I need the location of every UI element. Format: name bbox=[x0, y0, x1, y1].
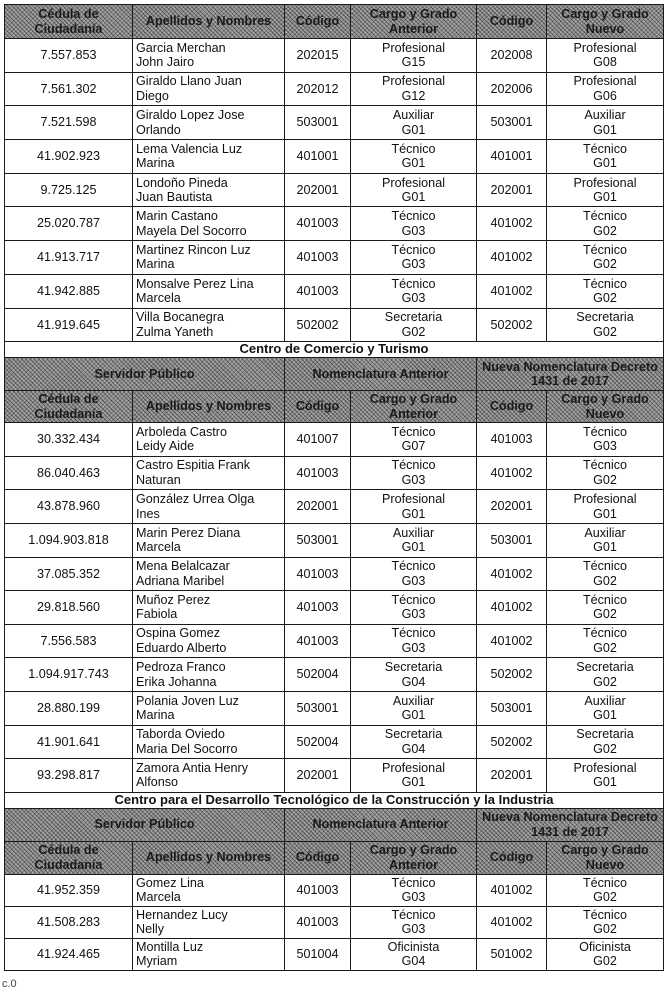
codigo-anterior-cell: 502002 bbox=[285, 308, 351, 342]
cargo-anterior-cell: Secretaria G02 bbox=[351, 308, 477, 342]
codigo-nuevo-cell: 401002 bbox=[477, 874, 547, 906]
cargo-anterior-cell: Auxiliar G01 bbox=[351, 106, 477, 140]
cedula-cell: 41.508.283 bbox=[5, 906, 133, 938]
cargo-anterior-cell: Técnico G03 bbox=[351, 456, 477, 490]
column-header-row bbox=[5, 5, 664, 39]
cargo-anterior-cell: Técnico G07 bbox=[351, 423, 477, 457]
col-header-codigo-nuevo: Código bbox=[477, 391, 547, 423]
group-header-servidor: Servidor Público bbox=[5, 358, 285, 391]
cargo-anterior-cell: Técnico G03 bbox=[351, 274, 477, 308]
group-header-anterior: Nomenclatura Anterior bbox=[285, 358, 477, 391]
codigo-anterior-cell: 401001 bbox=[285, 140, 351, 174]
cargo-anterior-cell: Técnico G03 bbox=[351, 591, 477, 625]
codigo-anterior-cell: 503001 bbox=[285, 523, 351, 557]
cargo-nuevo-cell: Profesional G08 bbox=[547, 39, 664, 73]
nombre-cell: Gomez Lina Marcela bbox=[133, 874, 285, 906]
group-header-servidor: Servidor Público bbox=[5, 808, 285, 841]
col-header-nombres: Apellidos y Nombres bbox=[133, 5, 285, 39]
col-header-codigo-anterior: Código bbox=[285, 841, 351, 874]
cargo-nuevo-cell: Técnico G02 bbox=[547, 241, 664, 275]
codigo-nuevo-cell: 502002 bbox=[477, 308, 547, 342]
cargo-nuevo-cell: Profesional G01 bbox=[547, 490, 664, 524]
codigo-nuevo-cell: 401001 bbox=[477, 140, 547, 174]
col-header-cedula: Cédula de Ciudadanía bbox=[5, 841, 133, 874]
scan-mark: c.0 bbox=[2, 978, 17, 990]
codigo-anterior-cell: 401003 bbox=[285, 274, 351, 308]
cargo-anterior-cell: Profesional G01 bbox=[351, 173, 477, 207]
nombre-cell: Taborda Oviedo Maria Del Socorro bbox=[133, 725, 285, 759]
column-header-row bbox=[5, 841, 664, 874]
cargo-anterior-cell: Auxiliar G01 bbox=[351, 523, 477, 557]
col-header-cedula: Cédula de Ciudadanía bbox=[5, 5, 133, 39]
col-header-codigo-anterior: Código bbox=[285, 5, 351, 39]
codigo-anterior-cell: 401003 bbox=[285, 456, 351, 490]
cargo-nuevo-cell: Auxiliar G01 bbox=[547, 691, 664, 725]
codigo-nuevo-cell: 202001 bbox=[477, 759, 547, 793]
personnel-table bbox=[4, 4, 664, 971]
codigo-anterior-cell: 401003 bbox=[285, 906, 351, 938]
group-header-row bbox=[5, 358, 664, 391]
cargo-nuevo-cell: Técnico G02 bbox=[547, 906, 664, 938]
section-title: Centro de Comercio y Turismo bbox=[5, 342, 664, 358]
section-title-row bbox=[5, 792, 664, 808]
cedula-cell: 29.818.560 bbox=[5, 591, 133, 625]
nombre-cell: Villa Bocanegra Zulma Yaneth bbox=[133, 308, 285, 342]
codigo-anterior-cell: 501004 bbox=[285, 938, 351, 970]
cargo-nuevo-cell: Secretaria G02 bbox=[547, 725, 664, 759]
codigo-anterior-cell: 401007 bbox=[285, 423, 351, 457]
col-header-codigo-anterior: Código bbox=[285, 391, 351, 423]
cedula-cell: 93.298.817 bbox=[5, 759, 133, 793]
cargo-nuevo-cell: Técnico G02 bbox=[547, 591, 664, 625]
cargo-nuevo-cell: Técnico G01 bbox=[547, 140, 664, 174]
nombre-cell: Mena Belalcazar Adriana Maribel bbox=[133, 557, 285, 591]
table-row bbox=[5, 39, 664, 73]
codigo-nuevo-cell: 202006 bbox=[477, 72, 547, 106]
cedula-cell: 41.901.641 bbox=[5, 725, 133, 759]
cargo-nuevo-cell: Técnico G02 bbox=[547, 274, 664, 308]
codigo-nuevo-cell: 401002 bbox=[477, 557, 547, 591]
cargo-anterior-cell: Profesional G01 bbox=[351, 490, 477, 524]
cedula-cell: 1.094.903.818 bbox=[5, 523, 133, 557]
cedula-cell: 7.561.302 bbox=[5, 72, 133, 106]
cargo-anterior-cell: Auxiliar G01 bbox=[351, 691, 477, 725]
cargo-nuevo-cell: Técnico G02 bbox=[547, 624, 664, 658]
cargo-nuevo-cell: Profesional G01 bbox=[547, 759, 664, 793]
table-row bbox=[5, 72, 664, 106]
table-row bbox=[5, 523, 664, 557]
codigo-anterior-cell: 502004 bbox=[285, 658, 351, 692]
col-header-cargo-nuevo: Cargo y Grado Nuevo bbox=[547, 5, 664, 39]
codigo-nuevo-cell: 202001 bbox=[477, 173, 547, 207]
col-header-cargo-nuevo: Cargo y Grado Nuevo bbox=[547, 841, 664, 874]
codigo-nuevo-cell: 401002 bbox=[477, 906, 547, 938]
cargo-anterior-cell: Técnico G03 bbox=[351, 874, 477, 906]
codigo-nuevo-cell: 502002 bbox=[477, 725, 547, 759]
nombre-cell: Marin Castano Mayela Del Socorro bbox=[133, 207, 285, 241]
table-row bbox=[5, 557, 664, 591]
column-header-row bbox=[5, 391, 664, 423]
codigo-anterior-cell: 502004 bbox=[285, 725, 351, 759]
nombre-cell: Zamora Antia Henry Alfonso bbox=[133, 759, 285, 793]
codigo-anterior-cell: 202001 bbox=[285, 173, 351, 207]
cedula-cell: 86.040.463 bbox=[5, 456, 133, 490]
codigo-nuevo-cell: 401002 bbox=[477, 274, 547, 308]
group-header-anterior: Nomenclatura Anterior bbox=[285, 808, 477, 841]
codigo-nuevo-cell: 401002 bbox=[477, 456, 547, 490]
nombre-cell: Muñoz Perez Fabiola bbox=[133, 591, 285, 625]
codigo-nuevo-cell: 401002 bbox=[477, 241, 547, 275]
cargo-nuevo-cell: Técnico G02 bbox=[547, 874, 664, 906]
codigo-nuevo-cell: 503001 bbox=[477, 106, 547, 140]
nombre-cell: Montilla Luz Myriam bbox=[133, 938, 285, 970]
nombre-cell: Arboleda Castro Leidy Aide bbox=[133, 423, 285, 457]
table-row bbox=[5, 490, 664, 524]
col-header-cargo-anterior: Cargo y Grado Anterior bbox=[351, 841, 477, 874]
cedula-cell: 7.557.853 bbox=[5, 39, 133, 73]
codigo-nuevo-cell: 502002 bbox=[477, 658, 547, 692]
group-header-nueva: Nueva Nomenclatura Decreto 1431 de 2017 bbox=[477, 808, 664, 841]
codigo-anterior-cell: 401003 bbox=[285, 874, 351, 906]
cargo-nuevo-cell: Profesional G06 bbox=[547, 72, 664, 106]
table-row bbox=[5, 938, 664, 970]
codigo-nuevo-cell: 501002 bbox=[477, 938, 547, 970]
table-body bbox=[5, 5, 664, 971]
table-row bbox=[5, 308, 664, 342]
cedula-cell: 28.880.199 bbox=[5, 691, 133, 725]
table-row bbox=[5, 140, 664, 174]
codigo-nuevo-cell: 503001 bbox=[477, 523, 547, 557]
codigo-anterior-cell: 202015 bbox=[285, 39, 351, 73]
table-row bbox=[5, 874, 664, 906]
col-header-cargo-anterior: Cargo y Grado Anterior bbox=[351, 391, 477, 423]
table-row bbox=[5, 241, 664, 275]
cedula-cell: 25.020.787 bbox=[5, 207, 133, 241]
group-header-row bbox=[5, 808, 664, 841]
section-title: Centro para el Desarrollo Tecnológico de la Construcción y la Industria bbox=[5, 792, 664, 808]
table-row bbox=[5, 691, 664, 725]
nombre-cell: Lema Valencia Luz Marina bbox=[133, 140, 285, 174]
cedula-cell: 7.521.598 bbox=[5, 106, 133, 140]
cedula-cell: 41.924.465 bbox=[5, 938, 133, 970]
cargo-anterior-cell: Técnico G03 bbox=[351, 624, 477, 658]
cedula-cell: 41.952.359 bbox=[5, 874, 133, 906]
cedula-cell: 1.094.917.743 bbox=[5, 658, 133, 692]
table-row bbox=[5, 725, 664, 759]
cargo-nuevo-cell: Técnico G02 bbox=[547, 456, 664, 490]
col-header-codigo-nuevo: Código bbox=[477, 841, 547, 874]
table-row bbox=[5, 207, 664, 241]
codigo-anterior-cell: 401003 bbox=[285, 207, 351, 241]
section-title-row bbox=[5, 342, 664, 358]
nombre-cell: Castro Espitia Frank Naturan bbox=[133, 456, 285, 490]
table-row bbox=[5, 759, 664, 793]
cargo-anterior-cell: Técnico G01 bbox=[351, 140, 477, 174]
cargo-anterior-cell: Técnico G03 bbox=[351, 906, 477, 938]
table-row bbox=[5, 274, 664, 308]
table-row bbox=[5, 624, 664, 658]
cargo-anterior-cell: Técnico G03 bbox=[351, 207, 477, 241]
cedula-cell: 41.913.717 bbox=[5, 241, 133, 275]
group-header-nueva: Nueva Nomenclatura Decreto 1431 de 2017 bbox=[477, 358, 664, 391]
col-header-cargo-nuevo: Cargo y Grado Nuevo bbox=[547, 391, 664, 423]
codigo-nuevo-cell: 401002 bbox=[477, 624, 547, 658]
cedula-cell: 30.332.434 bbox=[5, 423, 133, 457]
codigo-anterior-cell: 503001 bbox=[285, 691, 351, 725]
cedula-cell: 37.085.352 bbox=[5, 557, 133, 591]
table-row bbox=[5, 591, 664, 625]
cargo-anterior-cell: Secretaria G04 bbox=[351, 725, 477, 759]
table-row bbox=[5, 106, 664, 140]
codigo-anterior-cell: 202001 bbox=[285, 759, 351, 793]
codigo-nuevo-cell: 401003 bbox=[477, 423, 547, 457]
nombre-cell: Londoño Pineda Juan Bautista bbox=[133, 173, 285, 207]
nombre-cell: Martinez Rincon Luz Marina bbox=[133, 241, 285, 275]
cargo-nuevo-cell: Técnico G02 bbox=[547, 557, 664, 591]
codigo-anterior-cell: 401003 bbox=[285, 591, 351, 625]
table-row bbox=[5, 658, 664, 692]
codigo-nuevo-cell: 202001 bbox=[477, 490, 547, 524]
nombre-cell: Monsalve Perez Lina Marcela bbox=[133, 274, 285, 308]
nombre-cell: Giraldo Llano Juan Diego bbox=[133, 72, 285, 106]
cargo-nuevo-cell: Técnico G02 bbox=[547, 207, 664, 241]
col-header-nombres: Apellidos y Nombres bbox=[133, 841, 285, 874]
nombre-cell: González Urrea Olga Ines bbox=[133, 490, 285, 524]
cargo-nuevo-cell: Profesional G01 bbox=[547, 173, 664, 207]
col-header-cedula: Cédula de Ciudadanía bbox=[5, 391, 133, 423]
codigo-anterior-cell: 202001 bbox=[285, 490, 351, 524]
cedula-cell: 43.878.960 bbox=[5, 490, 133, 524]
cargo-nuevo-cell: Secretaria G02 bbox=[547, 658, 664, 692]
nombre-cell: Pedroza Franco Erika Johanna bbox=[133, 658, 285, 692]
table-row bbox=[5, 906, 664, 938]
codigo-nuevo-cell: 401002 bbox=[477, 207, 547, 241]
codigo-nuevo-cell: 401002 bbox=[477, 591, 547, 625]
codigo-anterior-cell: 202012 bbox=[285, 72, 351, 106]
col-header-codigo-nuevo: Código bbox=[477, 5, 547, 39]
nombre-cell: Hernandez Lucy Nelly bbox=[133, 906, 285, 938]
cedula-cell: 41.902.923 bbox=[5, 140, 133, 174]
table-row bbox=[5, 173, 664, 207]
cargo-nuevo-cell: Secretaria G02 bbox=[547, 308, 664, 342]
cargo-anterior-cell: Profesional G15 bbox=[351, 39, 477, 73]
nombre-cell: Garcia Merchan John Jairo bbox=[133, 39, 285, 73]
codigo-nuevo-cell: 503001 bbox=[477, 691, 547, 725]
nombre-cell: Polania Joven Luz Marina bbox=[133, 691, 285, 725]
codigo-anterior-cell: 401003 bbox=[285, 557, 351, 591]
cargo-anterior-cell: Técnico G03 bbox=[351, 557, 477, 591]
cargo-anterior-cell: Técnico G03 bbox=[351, 241, 477, 275]
cedula-cell: 9.725.125 bbox=[5, 173, 133, 207]
codigo-anterior-cell: 503001 bbox=[285, 106, 351, 140]
nombre-cell: Ospina Gomez Eduardo Alberto bbox=[133, 624, 285, 658]
cargo-anterior-cell: Oficinista G04 bbox=[351, 938, 477, 970]
cedula-cell: 7.556.583 bbox=[5, 624, 133, 658]
cargo-anterior-cell: Profesional G01 bbox=[351, 759, 477, 793]
codigo-anterior-cell: 401003 bbox=[285, 241, 351, 275]
cargo-nuevo-cell: Oficinista G02 bbox=[547, 938, 664, 970]
nombre-cell: Marin Perez Diana Marcela bbox=[133, 523, 285, 557]
cargo-anterior-cell: Secretaria G04 bbox=[351, 658, 477, 692]
cargo-nuevo-cell: Auxiliar G01 bbox=[547, 523, 664, 557]
cargo-anterior-cell: Profesional G12 bbox=[351, 72, 477, 106]
cedula-cell: 41.919.645 bbox=[5, 308, 133, 342]
codigo-nuevo-cell: 202008 bbox=[477, 39, 547, 73]
nombre-cell: Giraldo Lopez Jose Orlando bbox=[133, 106, 285, 140]
cargo-nuevo-cell: Técnico G03 bbox=[547, 423, 664, 457]
table-row bbox=[5, 456, 664, 490]
table-row bbox=[5, 423, 664, 457]
cedula-cell: 41.942.885 bbox=[5, 274, 133, 308]
col-header-cargo-anterior: Cargo y Grado Anterior bbox=[351, 5, 477, 39]
col-header-nombres: Apellidos y Nombres bbox=[133, 391, 285, 423]
cargo-nuevo-cell: Auxiliar G01 bbox=[547, 106, 664, 140]
codigo-anterior-cell: 401003 bbox=[285, 624, 351, 658]
